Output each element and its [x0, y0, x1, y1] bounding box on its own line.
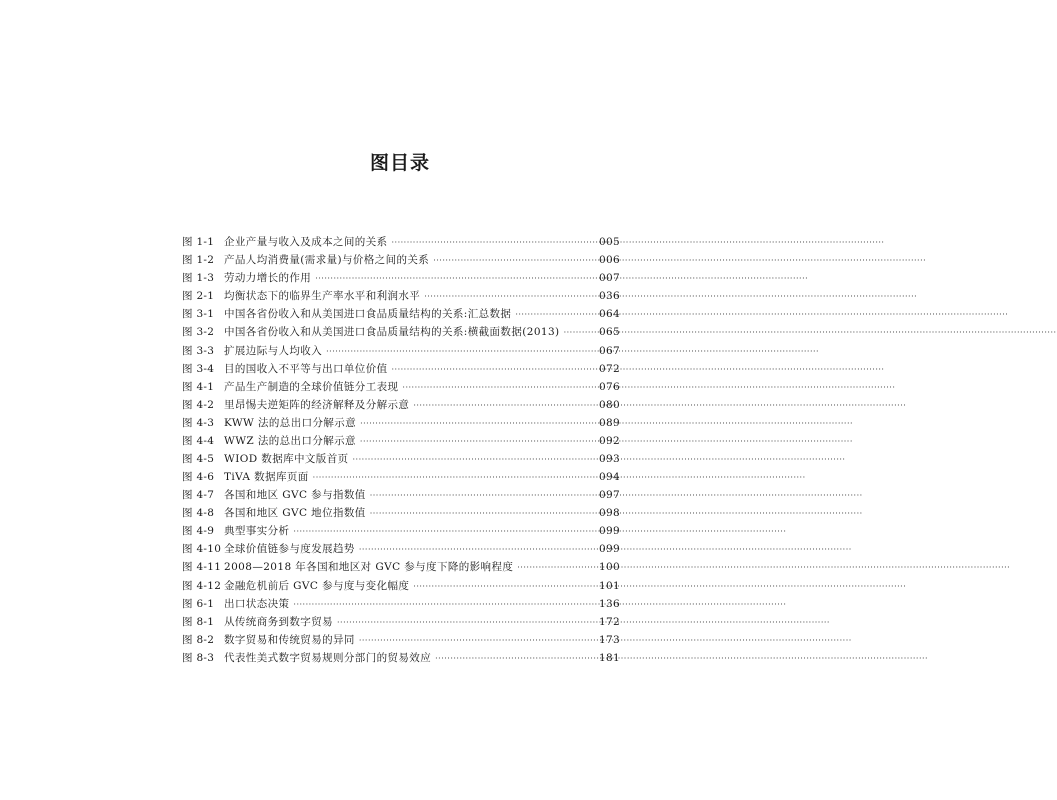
page-number: 097 — [599, 489, 620, 502]
figure-title: 产品人均消费量(需求量)与价格之间的关系 — [224, 254, 430, 267]
figure-title: 目的国收入不平等与出口单位价值 — [224, 362, 388, 375]
page-number: 064 — [599, 308, 620, 321]
dot-leader — [402, 380, 595, 396]
toc-entry — [182, 558, 620, 576]
toc-entry — [182, 360, 620, 378]
dot-leader — [315, 271, 595, 287]
figure-title: 出口状态决策 — [224, 597, 290, 610]
toc-entry — [182, 595, 620, 613]
figure-title: 典型事实分析 — [224, 525, 290, 538]
page-number: 006 — [599, 254, 620, 267]
toc-entry — [182, 251, 620, 269]
dot-leader — [293, 597, 595, 613]
figure-number: 图 4-6 — [182, 471, 215, 484]
toc-entry — [182, 540, 620, 558]
figure-title: 劳动力增长的作用 — [224, 272, 312, 285]
toc-entry — [182, 486, 620, 504]
toc-entry — [182, 287, 620, 305]
dot-leader — [359, 542, 595, 558]
page-number: 080 — [599, 398, 620, 411]
figure-title: WIOD 数据库中文版首页 — [224, 453, 349, 466]
figure-title: 从传统商务到数字贸易 — [224, 615, 333, 628]
figure-list — [182, 233, 620, 667]
dot-leader — [564, 325, 595, 341]
figure-number: 图 4-4 — [182, 434, 215, 447]
figure-number: 图 1-2 — [182, 254, 215, 267]
figure-number: 图 4-3 — [182, 416, 215, 429]
figure-title: 金融危机前后 GVC 参与度与变化幅度 — [224, 579, 410, 592]
page-number: 089 — [599, 416, 620, 429]
figure-number: 图 3-4 — [182, 362, 215, 375]
figure-title: 代表性美式数字贸易规则分部门的贸易效应 — [224, 651, 432, 664]
toc-entry — [182, 613, 620, 631]
figure-number: 图 6-1 — [182, 597, 215, 610]
figure-title: WWZ 法的总出口分解示意 — [224, 434, 356, 447]
dot-leader — [515, 307, 595, 323]
figure-number: 图 4-9 — [182, 525, 215, 538]
toc-entry — [182, 468, 620, 486]
page-number: 173 — [599, 633, 620, 646]
toc-entry — [182, 269, 620, 287]
figure-number: 图 8-1 — [182, 615, 215, 628]
figure-title: 2008—2018 年各国和地区对 GVC 参与度下降的影响程度 — [224, 561, 514, 574]
figure-number: 图 4-1 — [182, 380, 215, 393]
page-number: 099 — [599, 525, 620, 538]
toc-entry — [182, 504, 620, 522]
figure-number: 图 4-2 — [182, 398, 215, 411]
dot-leader — [360, 416, 595, 432]
page-number: 172 — [599, 615, 620, 628]
page-number: 101 — [599, 579, 620, 592]
figure-number: 图 1-1 — [182, 236, 215, 249]
page-number: 099 — [599, 543, 620, 556]
page-number: 181 — [599, 651, 620, 664]
toc-entry — [182, 576, 620, 594]
toc-entry — [182, 233, 620, 251]
figure-number: 图 2-1 — [182, 290, 215, 303]
figure-title: 企业产量与收入及成本之间的关系 — [224, 236, 388, 249]
figure-number: 图 4-8 — [182, 507, 215, 520]
page-number: 094 — [599, 471, 620, 484]
toc-entry — [182, 631, 620, 649]
dot-leader — [370, 488, 595, 504]
toc-entry — [182, 414, 620, 432]
toc-entry — [182, 341, 620, 359]
page-number: 092 — [599, 434, 620, 447]
figure-title: 扩展边际与人均收入 — [224, 344, 323, 357]
toc-entry — [182, 323, 620, 341]
page-number: 098 — [599, 507, 620, 520]
page-number: 067 — [599, 344, 620, 357]
figure-title: TiVA 数据库页面 — [224, 471, 309, 484]
figure-number: 图 8-3 — [182, 651, 215, 664]
dot-leader — [392, 235, 596, 251]
figure-title: 各国和地区 GVC 地位指数值 — [224, 507, 366, 520]
page-number: 136 — [599, 597, 620, 610]
figure-number: 图 4-11 — [182, 561, 222, 574]
figure-title: 全球价值链参与度发展趋势 — [224, 543, 355, 556]
toc-entry — [182, 396, 620, 414]
figure-title: 均衡状态下的临界生产率水平和利润水平 — [224, 290, 421, 303]
figure-number: 图 3-1 — [182, 308, 215, 321]
figure-title: 中国各省份收入和从美国进口食品质量结构的关系:横截面数据(2013) — [224, 326, 560, 339]
page-number: 093 — [599, 453, 620, 466]
dot-leader — [359, 633, 595, 649]
figure-title: 里昂惕夫逆矩阵的经济解释及分解示意 — [224, 398, 410, 411]
dot-leader — [353, 452, 596, 468]
dot-leader — [413, 398, 595, 414]
dot-leader — [370, 506, 595, 522]
dot-leader — [392, 362, 596, 378]
page-title: 图目录 — [369, 152, 430, 174]
dot-leader — [337, 615, 595, 631]
figure-title: 中国各省份收入和从美国进口食品质量结构的关系:汇总数据 — [224, 308, 512, 321]
figure-number: 图 4-12 — [182, 579, 222, 592]
toc-entry — [182, 450, 620, 468]
figure-number: 图 4-5 — [182, 453, 215, 466]
dot-leader — [360, 434, 595, 450]
toc-entry — [182, 432, 620, 450]
dot-leader — [413, 579, 595, 595]
page-number: 065 — [599, 326, 620, 339]
page-number: 076 — [599, 380, 620, 393]
page-number: 036 — [599, 290, 620, 303]
dot-leader — [313, 470, 595, 486]
dot-leader — [433, 253, 595, 269]
figure-number: 图 8-2 — [182, 633, 215, 646]
toc-entry — [182, 305, 620, 323]
figure-number: 图 3-2 — [182, 326, 215, 339]
figure-title: 各国和地区 GVC 参与指数值 — [224, 489, 366, 502]
toc-entry — [182, 522, 620, 540]
dot-leader — [326, 344, 595, 360]
page-number: 072 — [599, 362, 620, 375]
figure-title: 数字贸易和传统贸易的异同 — [224, 633, 355, 646]
figure-number: 图 4-7 — [182, 489, 215, 502]
dot-leader — [424, 289, 595, 305]
figure-title: 产品生产制造的全球价值链分工表现 — [224, 380, 399, 393]
figure-number: 图 3-3 — [182, 344, 215, 357]
dot-leader — [293, 524, 595, 540]
toc-entry — [182, 649, 620, 667]
page-number: 100 — [599, 561, 620, 574]
figure-number: 图 4-10 — [182, 543, 222, 556]
toc-entry — [182, 378, 620, 396]
figure-number: 图 1-3 — [182, 272, 215, 285]
page-number: 005 — [599, 236, 620, 249]
dot-leader — [435, 651, 595, 667]
figure-title: KWW 法的总出口分解示意 — [224, 416, 357, 429]
page-number: 007 — [599, 272, 620, 285]
dot-leader — [517, 560, 595, 576]
